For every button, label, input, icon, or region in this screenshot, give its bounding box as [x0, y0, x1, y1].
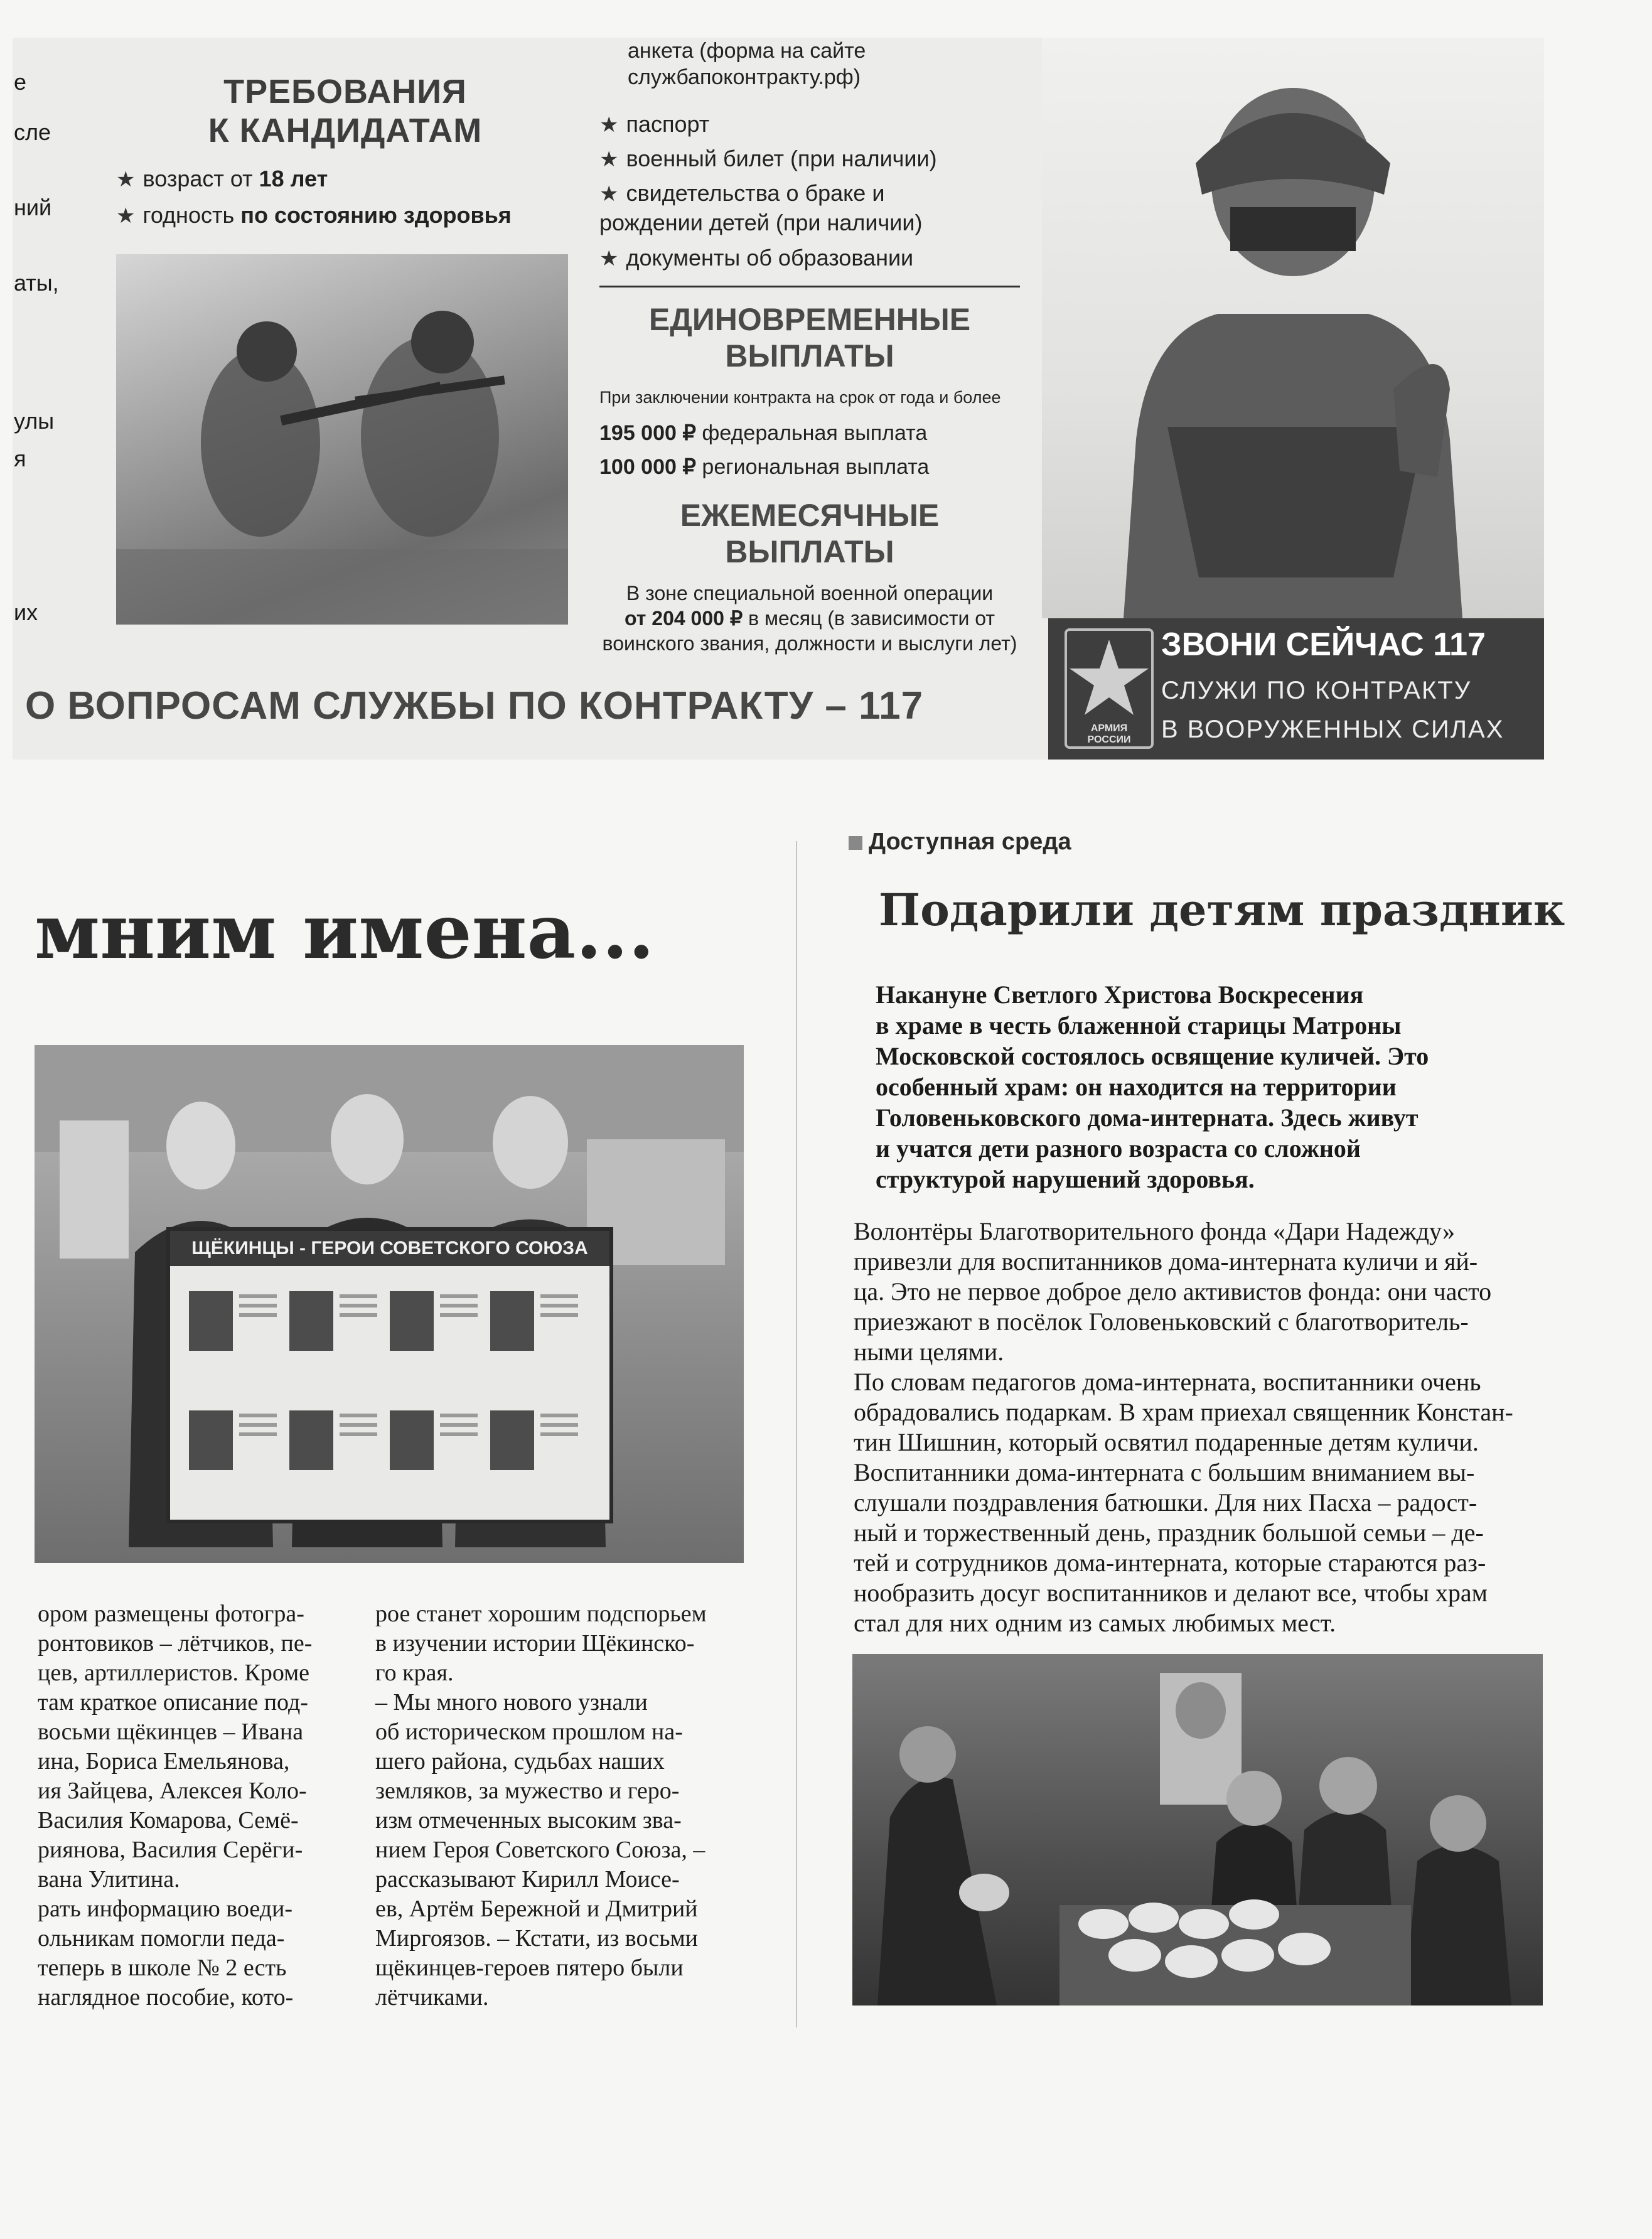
requirement-label: годность [142, 202, 241, 228]
serve-contract-text: СЛУЖИ ПО КОНТРАКТУ [1161, 677, 1472, 704]
payment-label: федеральная выплата [695, 421, 928, 445]
regional-payment [599, 453, 929, 481]
armed-forces-text: В ВООРУЖЕННЫХ СИЛАХ [1161, 716, 1504, 743]
right-story-paragraph: Воспитанники дома-интерната с большим вниманием вы- слушали поздравления батюшки. Для них Пасха – радост- ный и торжественный день, праздник большой семьи – де- тей и сотрудников дома-интерната, которые стараются раз- нообразить досуг воспитанников и делают все, чтобы храм стал для них одним из самых любимых мест. [854, 1458, 1488, 1637]
students-with-banner-photo [35, 1045, 744, 1563]
monthly-text [584, 581, 1036, 656]
requirement-label: возраст от [142, 166, 259, 191]
lump-sum-note: При заключении контракта на срок от года и более [599, 388, 1001, 407]
army-of-russia-logo [1062, 626, 1156, 751]
left-story-column-1: ором размещены фотогра- ронтовиков – лётчиков, пе- цев, артиллеристов. Кроме там краткое описание под- восьми щёкинцев – Ивана ина, Бориса Емельянова, ия Зайцева, Алексея Коло- Василия Комарова, Семё- риянова, Василия Серёги- вана Улитина. рать информацию воеди- ольникам помогли педа- теперь в школе № 2 есть наглядное пособие, кото- [38, 1601, 313, 2011]
contract-hotline-band: О ВОПРОСАМ СЛУЖБЫ ПО КОНТРАКТУ – 117 [25, 684, 924, 728]
documents-cut-text: анкета (форма на сайте службапоконтракту.рф) [628, 39, 866, 89]
heroes-banner [166, 1227, 613, 1523]
lump-sum-title: ЕДИНОВРЕМЕННЫЕ ВЫПЛАТЫ [648, 302, 971, 373]
soldiers-silhouettes [116, 254, 568, 625]
hero-portraits-grid [170, 1266, 609, 1520]
document-item [599, 110, 709, 139]
monthly-title: ЕЖЕМЕСЯЧНЫЕ ВЫПЛАТЫ [680, 498, 940, 569]
right-story-paragraph: Волонтёры Благотворительного фонда «Дари Надежду» привезли для воспитанников дома-интерната куличи и яй- ца. Это не первое доброе дело активистов фонда: они часто приезжают в посёлок Головеньковский с благотворитель- ными целями. [854, 1217, 1492, 1366]
requirement-value: по состоянию здоровья [240, 202, 512, 228]
svg-text:РОССИИ: РОССИИ [1087, 734, 1131, 745]
document-label: военный билет (при наличии) [626, 146, 937, 171]
soldier-silhouette [1042, 38, 1544, 618]
right-story-headline: Подарили детям праздник [879, 884, 1565, 936]
requirement-value: 18 лет [259, 166, 328, 191]
svg-text:АРМИЯ: АРМИЯ [1090, 723, 1128, 734]
monthly-text-2: в месяц (в зависимости от воинского звания, должности и выслуги лет) [602, 607, 1017, 655]
star-emblem-icon [1062, 626, 1156, 751]
cut-fragment: аты, [14, 270, 59, 296]
right-story-paragraph: По словам педагогов дома-интерната, воспитанники очень обрадовались подаркам. В храм приехал священник Констан- тин Шишнин, который освятил подаренные детям куличи. [854, 1368, 1513, 1456]
cut-fragment: ний [14, 195, 52, 220]
requirement-item [116, 201, 512, 230]
document-item [599, 179, 923, 237]
document-item [599, 244, 913, 273]
document-label: свидетельства о браке и рождении детей (при наличии) [599, 180, 923, 235]
soldiers-training-photo [116, 254, 568, 625]
requirement-item [116, 164, 328, 194]
cut-fragment: е [14, 69, 27, 95]
cut-fragment: улы [14, 408, 55, 434]
monthly-text-1: В зоне специальной военной операции [626, 582, 994, 604]
church-scene [852, 1654, 1543, 2005]
star-icon: ★ [116, 168, 136, 191]
document-item [599, 144, 937, 174]
star-icon: ★ [116, 204, 136, 228]
call-now-text: ЗВОНИ СЕЙЧАС 117 [1161, 626, 1486, 663]
left-story-headline: мним имена... [35, 888, 655, 976]
star-icon: ★ [599, 148, 619, 171]
document-label: паспорт [626, 111, 710, 137]
left-story-column-2: рое станет хорошим подспорьем в изучении истории Щёкинско- го края. – Мы много нового узнали об историческом прошлом на- шего района, судьбах наших земляков, за мужество и геро- изм отмеченных высоким зва- нием Героя Советского Союза, – рассказывают Кирилл Моисе- ев, Артём Бережной и Дмитрий Миргоязов. – Кстати, из восьми щёкинцев-героев пятеро были лётчиками. [375, 1601, 707, 2011]
divider [599, 286, 1020, 287]
heroes-banner-title: ЩЁКИНЦЫ - ГЕРОИ СОВЕТСКОГО СОЮЗА [170, 1231, 609, 1266]
star-icon: ★ [599, 247, 619, 271]
right-story-lead: Накануне Светлого Христова Воскресения в храме в честь блаженной старицы Матроны Московской состоялось освящение куличей. Это особенный храм: он находится на территории Головеньковского дома-интерната. Здесь живут и учатся дети разного возраста со сложной структурой нарушений здоровья. [876, 980, 1429, 1193]
soldier-portrait-photo [1042, 38, 1544, 618]
rubric-text: Доступная среда [869, 829, 1071, 855]
document-label: документы об образовании [626, 245, 914, 271]
cut-fragment: сле [14, 119, 51, 145]
square-bullet-icon [849, 836, 862, 850]
star-icon: ★ [599, 113, 619, 137]
cut-fragment: я [14, 446, 26, 471]
call-now-box [1048, 618, 1544, 760]
payment-amount: 100 000 ₽ [599, 455, 696, 479]
cut-fragment: их [14, 599, 38, 625]
federal-payment [599, 419, 927, 447]
easter-blessing-photo [852, 1654, 1543, 2005]
payment-amount: 195 000 ₽ [599, 421, 696, 445]
requirements-title: ТРЕБОВАНИЯ К КАНДИДАТАМ [208, 73, 483, 149]
payment-label: региональная выплата [695, 455, 930, 479]
star-icon: ★ [599, 182, 619, 206]
column-rule [796, 841, 797, 2027]
rubric-label [849, 827, 1071, 856]
monthly-amount: от 204 000 ₽ [624, 607, 743, 630]
